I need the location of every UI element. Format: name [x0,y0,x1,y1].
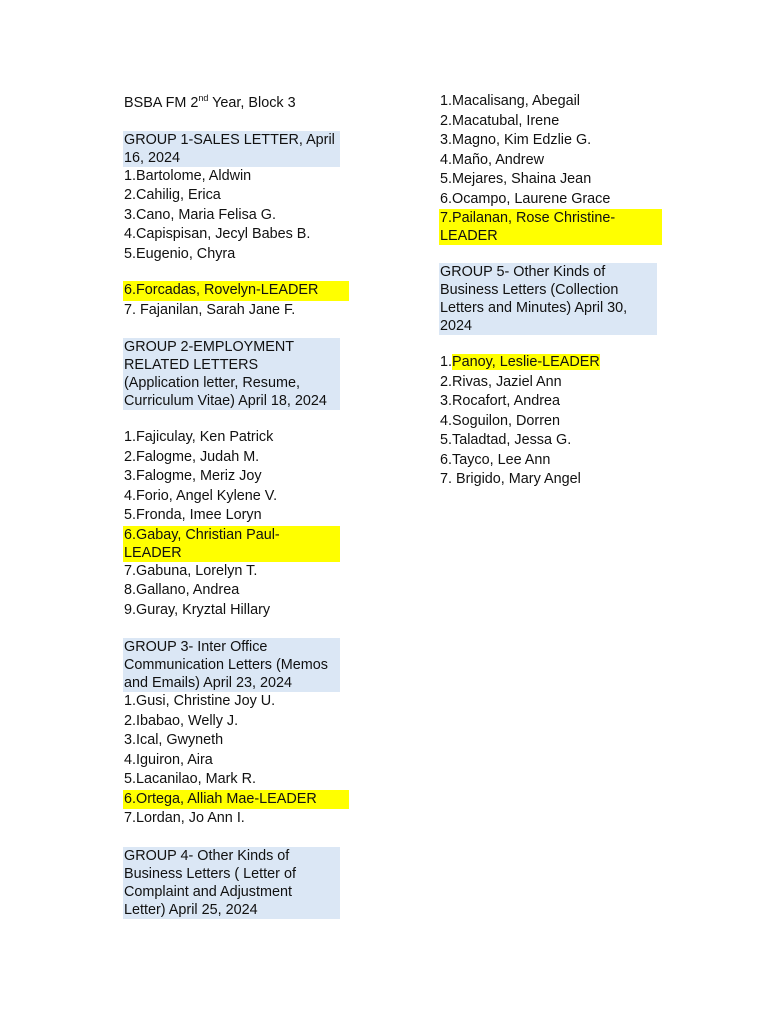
left-column [124,92,349,919]
group-3-heading: GROUP 3- Inter Office Communication Letters (Memos and Emails) April 23, 2024 [123,638,340,692]
group-3-member: 7.Lordan, Jo Ann I. [124,810,245,826]
group-2-member: 1.Fajiculay, Ken Patrick [124,429,274,445]
group-2-member: 9.Guray, Kryztal Hillary [124,601,271,618]
group-2-member: 3.Falogme, Meriz Joy [124,468,262,484]
group-5-leader [440,353,665,373]
group-5-member: 7. Brigido, Mary Angel [440,471,581,487]
group-2-heading: GROUP 2-EMPLOYMENT RELATED LETTERS (Application letter, Resume, Curriculum Vitae) April 18, 2024 [123,338,340,410]
group-3-member: 4.Iguiron, Aira [124,751,213,768]
group-4-member: 2.Macatubal, Irene [440,112,560,129]
group-5-heading: GROUP 5- Other Kinds of Business Letters (Collection Letters and Minutes) April 30, 2024 [439,263,657,335]
group-1-member: 3.Cano, Maria Felisa G. [124,206,276,223]
group-2-member: 2.Falogme, Judah M. [124,448,260,465]
group-4-leader: 7.Pailanan, Rose Christine-LEADER [439,209,662,245]
group-3-member: 1.Gusi, Christine Joy U. [124,693,276,709]
group-5-member: 5.Taladtad, Jessa G. [440,432,572,448]
group-3-member: 2.Ibabao, Welly J. [124,712,239,729]
group-4-member: 4.Maño, Andrew [440,151,544,168]
title-text: BSBA FM 2 [124,95,199,111]
title-superscript: nd [198,93,209,103]
group-5-member: 4.Soguilon, Dorren [440,412,560,429]
group-2-member: 5.Fronda, Imee Loryn [124,507,262,523]
group-5-member: 6.Tayco, Lee Ann [440,451,551,468]
group-4-member: 3.Magno, Kim Edzlie G. [440,132,592,148]
group-2-member: 7.Gabuna, Lorelyn T. [124,562,258,579]
group-4-member: 1.Macalisang, Abegail [440,93,580,109]
group-1-member: 7. Fajanilan, Sarah Jane F. [124,301,296,318]
group-4-member: 5.Mejares, Shaina Jean [440,171,592,187]
title-suffix: Year, Block 3 [208,95,296,111]
group-2-member: 4.Forio, Angel Kylene V. [124,487,278,504]
group-1-member: 2.Cahilig, Erica [124,187,221,203]
group-2-leader: 6.Gabay, Christian Paul-LEADER [123,526,340,562]
group-1-member: 1.Bartolome, Aldwin [124,167,252,184]
document-title [124,94,349,114]
right-column [440,92,665,490]
group-5-member: 3.Rocafort, Andrea [440,393,560,409]
group-5-leader-name: Panoy, Leslie-LEADER [452,354,600,370]
group-1-leader: 6.Forcadas, Rovelyn-LEADER [123,281,349,301]
group-5-leader-number: 1. [440,354,453,370]
group-3-member: 3.Ical, Gwyneth [124,732,224,748]
group-3-leader: 6.Ortega, Alliah Mae-LEADER [123,790,349,810]
group-4-member: 6.Ocampo, Laurene Grace [440,190,611,207]
group-1-member: 5.Eugenio, Chyra [124,245,236,262]
group-5-member: 2.Rivas, Jaziel Ann [440,373,562,390]
group-1-heading: GROUP 1-SALES LETTER, April 16, 2024 [123,131,340,167]
group-4-heading: GROUP 4- Other Kinds of Business Letters ( Letter of Complaint and Adjustment Letter) April 25, 2024 [123,847,340,919]
group-3-member: 5.Lacanilao, Mark R. [124,771,256,787]
group-2-member: 8.Gallano, Andrea [124,582,240,598]
group-1-member: 4.Capispisan, Jecyl Babes B. [124,226,311,242]
